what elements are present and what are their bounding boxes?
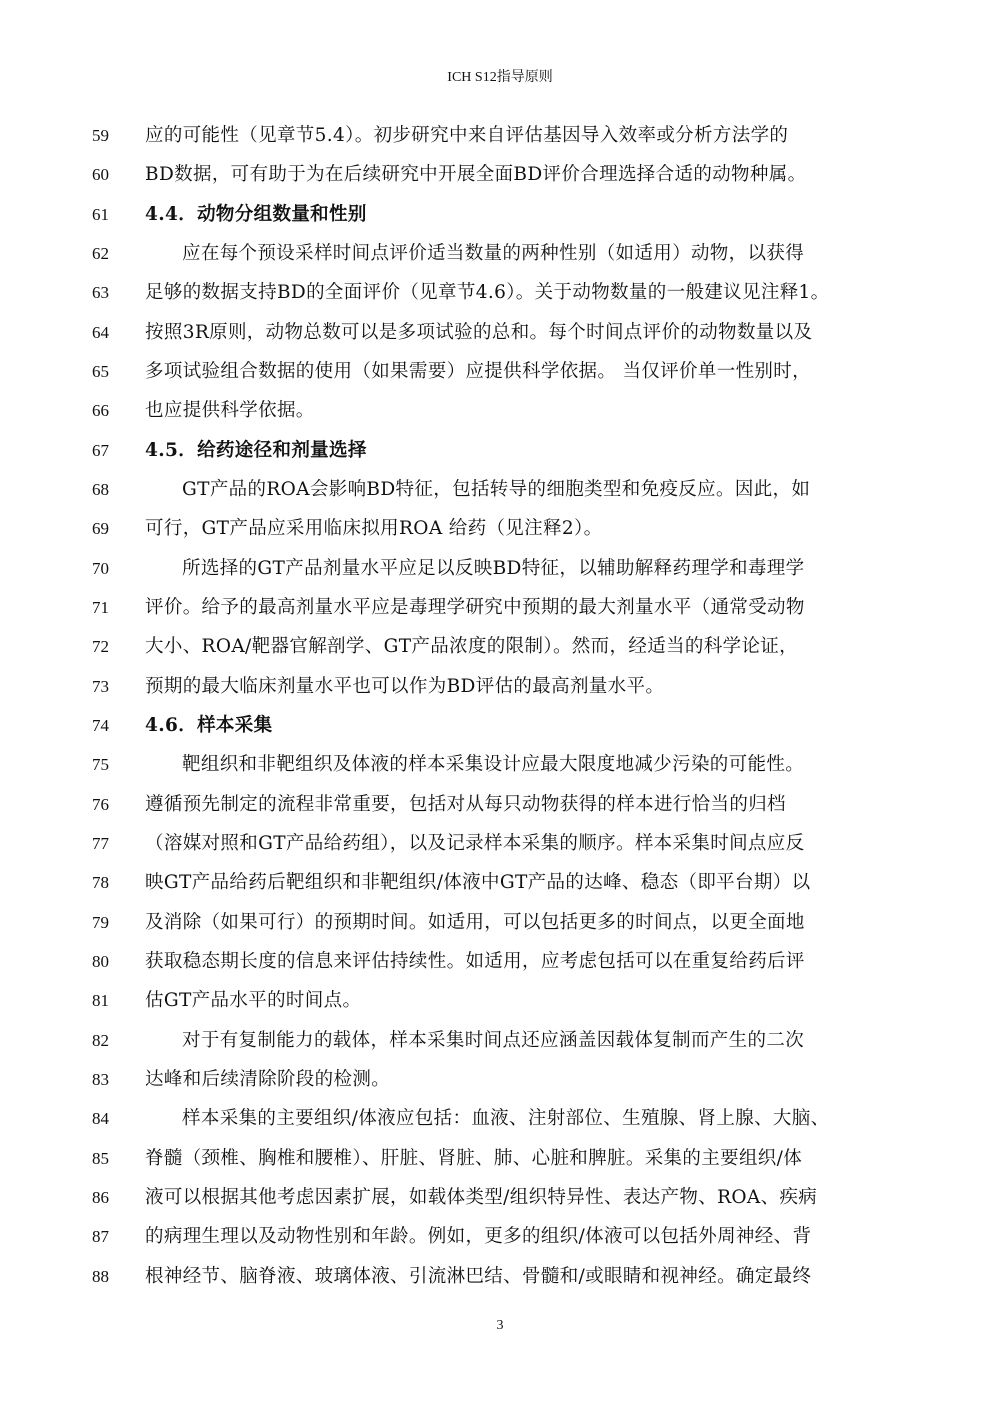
line-number: 73	[92, 676, 109, 696]
text-line	[0, 155, 1000, 194]
line-text: 的病理生理以及动物性别和年龄。例如，更多的组织/体液可以包括外周神经、背	[145, 1226, 812, 1248]
text-line	[0, 981, 1000, 1020]
line-text: 大小、ROA/靶器官解剖学、GT产品浓度的限制）。然而，经适当的科学论证，	[145, 636, 799, 658]
section-heading: 4.6．样本采集	[145, 714, 273, 736]
line-number: 61	[92, 204, 109, 224]
line-number: 75	[92, 755, 109, 775]
line-text: 应在每个预设采样时间点评价适当数量的两种性别（如适用）动物，以获得	[182, 242, 805, 264]
line-number: 67	[92, 440, 109, 460]
line-text: BD数据，可有助于为在后续研究中开展全面BD评价合理选择合适的动物种属。	[145, 164, 807, 186]
text-line	[0, 391, 1000, 430]
line-text: 预期的最大临床剂量水平也可以作为BD评估的最高剂量水平。	[145, 675, 665, 697]
text-line	[0, 352, 1000, 391]
line-number: 60	[92, 165, 109, 185]
line-text: 多项试验组合数据的使用（如果需要）应提供科学依据。 当仅评价单一性别时，	[145, 360, 811, 382]
line-number: 77	[92, 833, 109, 853]
line-text: 遵循预先制定的流程非常重要，包括对从每只动物获得的样本进行恰当的归档	[145, 793, 786, 815]
line-number: 59	[92, 126, 109, 145]
section-heading-line	[0, 431, 1000, 470]
page-number: 3	[496, 1318, 504, 1333]
line-number: 71	[92, 597, 109, 617]
line-number: 86	[92, 1187, 109, 1207]
text-line	[0, 667, 1000, 706]
text-line	[0, 1060, 1000, 1099]
text-line	[0, 234, 1000, 273]
text-line	[0, 1099, 1000, 1138]
line-number: 70	[92, 558, 109, 578]
line-number: 76	[92, 794, 109, 814]
line-text: 按照3R原则，动物总数可以是多项试验的总和。每个时间点评价的动物数量以及	[145, 321, 813, 343]
line-text: 评价。给予的最高剂量水平应是毒理学研究中预期的最大剂量水平（通常受动物	[145, 596, 805, 618]
text-line	[0, 824, 1000, 863]
line-number: 64	[92, 322, 109, 342]
line-number: 69	[92, 519, 109, 539]
text-line	[0, 509, 1000, 548]
text-line	[0, 470, 1000, 509]
text-line	[0, 942, 1000, 981]
text-line	[0, 1139, 1000, 1178]
line-text: 足够的数据支持BD的全面评价（见章节4.6）。关于动物数量的一般建议见注释1。	[145, 282, 830, 304]
line-number: 78	[92, 873, 109, 893]
line-text: 也应提供科学依据。	[145, 400, 315, 422]
text-line	[0, 903, 1000, 942]
text-line	[0, 549, 1000, 588]
line-text: 可行，GT产品应采用临床拟用ROA 给药（见注释2）。	[145, 518, 603, 540]
text-line	[0, 785, 1000, 824]
document-body	[0, 116, 1000, 1296]
line-text: 靶组织和非靶组织及体液的样本采集设计应最大限度地减少污染的可能性。	[182, 754, 805, 776]
line-number: 88	[92, 1266, 109, 1286]
text-line	[0, 588, 1000, 627]
line-number: 68	[92, 479, 109, 499]
line-number: 81	[92, 991, 109, 1011]
line-number: 65	[92, 361, 109, 381]
text-line	[0, 116, 1000, 155]
line-text: 脊髓（颈椎、胸椎和腰椎）、肝脏、肾脏、肺、心脏和脾脏。采集的主要组织/体	[145, 1147, 803, 1169]
line-number: 83	[92, 1069, 109, 1089]
line-text: 映GT产品给药后靶组织和非靶组织/体液中GT产品的达峰、稳态（即平台期）以	[145, 872, 811, 894]
text-line	[0, 863, 1000, 902]
line-number: 80	[92, 951, 109, 971]
text-line	[0, 1257, 1000, 1296]
line-number: 82	[92, 1030, 109, 1050]
text-line	[0, 273, 1000, 312]
line-number: 87	[92, 1227, 109, 1247]
text-line	[0, 1021, 1000, 1060]
line-number: 85	[92, 1148, 109, 1168]
line-text: 及消除（如果可行）的预期时间。如适用，可以包括更多的时间点，以更全面地	[145, 911, 805, 933]
line-text: 对于有复制能力的载体，样本采集时间点还应涵盖因载体复制而产生的二次	[182, 1029, 805, 1051]
section-heading-line	[0, 706, 1000, 745]
text-line	[0, 745, 1000, 784]
text-line	[0, 627, 1000, 666]
line-text: 达峰和后续清除阶段的检测。	[145, 1068, 391, 1090]
line-number: 66	[92, 401, 109, 421]
line-number: 84	[92, 1109, 109, 1129]
text-line	[0, 313, 1000, 352]
page-header: ICH S12指导原则	[447, 70, 553, 85]
line-number: 63	[92, 283, 109, 303]
line-text: 估GT产品水平的时间点。	[145, 990, 362, 1012]
section-heading: 4.5．给药途径和剂量选择	[145, 439, 367, 461]
line-text: GT产品的ROA会影响BD特征，包括转导的细胞类型和免疫反应。因此，如	[182, 478, 811, 500]
line-text: （溶媒对照和GT产品给药组），以及记录样本采集的顺序。样本采集时间点应反	[145, 832, 805, 854]
section-heading-line	[0, 195, 1000, 234]
line-number: 62	[92, 243, 109, 263]
line-number: 74	[92, 715, 109, 735]
line-text: 所选择的GT产品剂量水平应足以反映BD特征，以辅助解释药理学和毒理学	[182, 557, 805, 579]
text-line	[0, 1217, 1000, 1256]
line-text: 样本采集的主要组织/体液应包括：血液、注射部位、生殖腺、肾上腺、大脑、	[182, 1108, 830, 1130]
line-number: 79	[92, 912, 109, 932]
section-heading: 4.4．动物分组数量和性别	[145, 203, 367, 225]
text-line	[0, 1178, 1000, 1217]
line-text: 获取稳态期长度的信息来评估持续性。如适用，应考虑包括可以在重复给药后评	[145, 950, 805, 972]
line-number: 72	[92, 637, 109, 657]
line-text: 根神经节、脑脊液、玻璃体液、引流淋巴结、骨髓和/或眼睛和视神经。确定最终	[145, 1265, 812, 1287]
line-text: 应的可能性（见章节5.4）。初步研究中来自评估基因导入效率或分析方法学的	[145, 125, 789, 146]
line-text: 液可以根据其他考虑因素扩展，如载体类型/组织特异性、表达产物、ROA、疾病	[145, 1186, 818, 1208]
